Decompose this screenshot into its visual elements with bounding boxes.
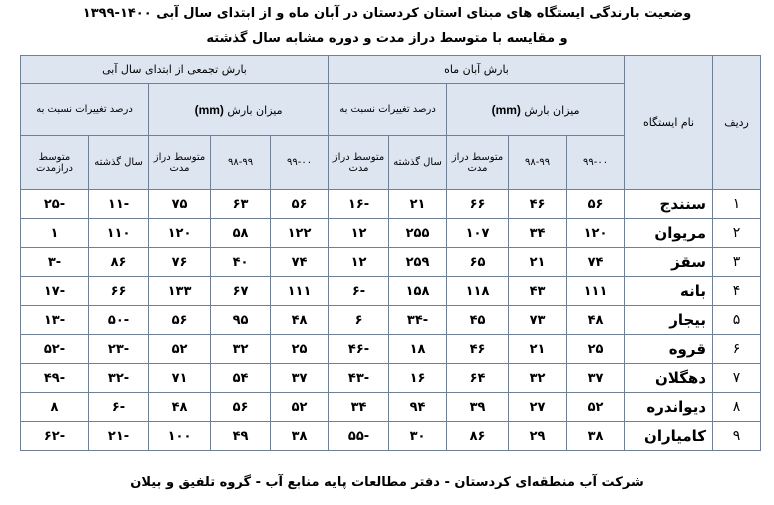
cell-a2: ۲۱: [509, 335, 567, 364]
header-cum-98-99: ۹۸-۹۹: [211, 136, 271, 190]
station-name: مریوان: [625, 219, 713, 248]
cell-c2: ۹۵: [211, 306, 271, 335]
cell-c3: ۱۲۰: [149, 219, 211, 248]
cell-c2: ۵۴: [211, 364, 271, 393]
cell-c3: ۵۲: [149, 335, 211, 364]
cell-c2: ۴۰: [211, 248, 271, 277]
cell-c4: -۲۱: [89, 422, 149, 451]
cell-c4: ۱۱۰: [89, 219, 149, 248]
report-title: وضعیت بارندگی ایستگاه های مبنای استان کردستان در آبان ماه و از ابتدای سال آبی ۱۴۰۰-۱۳۹۹: [82, 6, 692, 21]
cell-c4: -۲۳: [89, 335, 149, 364]
cell-a1: ۴۸: [567, 306, 625, 335]
cell-a3: ۱۱۸: [447, 277, 509, 306]
header-cum-amount: [149, 84, 329, 136]
cell-a2: ۴۶: [509, 190, 567, 219]
cell-c3: ۷۵: [149, 190, 211, 219]
cell-a4: ۱۵۸: [389, 277, 447, 306]
cell-a3: ۳۹: [447, 393, 509, 422]
cell-c4: -۱۱: [89, 190, 149, 219]
header-aban-amount: [447, 84, 625, 136]
table-row: [21, 219, 761, 248]
footer-source: شرکت آب منطقه‌ای کردستان - دفتر مطالعات پایه منابع آب - گروه تلفیق و بیلان: [130, 475, 644, 490]
row-number: ۳: [713, 248, 761, 277]
cell-c5: ۱: [21, 219, 89, 248]
station-name: سنندج: [625, 190, 713, 219]
cell-a2: ۷۳: [509, 306, 567, 335]
cell-a4: -۳۴: [389, 306, 447, 335]
cell-a1: ۱۱۱: [567, 277, 625, 306]
row-number: ۷: [713, 364, 761, 393]
station-name: بیجار: [625, 306, 713, 335]
cell-c1: ۱۱۱: [271, 277, 329, 306]
cell-a3: ۸۶: [447, 422, 509, 451]
cell-a5: ۱۲: [329, 219, 389, 248]
cell-c5: -۶۲: [21, 422, 89, 451]
header-row-number: ردیف: [713, 56, 761, 190]
row-number: ۴: [713, 277, 761, 306]
cell-c4: -۳۲: [89, 364, 149, 393]
cell-a1: ۵۶: [567, 190, 625, 219]
cell-c3: ۵۶: [149, 306, 211, 335]
cell-c1: ۳۸: [271, 422, 329, 451]
cell-c3: ۷۱: [149, 364, 211, 393]
cell-a2: ۳۴: [509, 219, 567, 248]
header-station: نام ایستگاه: [625, 56, 713, 190]
cell-a4: ۲۵۵: [389, 219, 447, 248]
cell-a4: ۱۶: [389, 364, 447, 393]
report-subtitle: و مقایسه با متوسط دراز مدت و دوره مشابه سال گذشته: [206, 31, 568, 46]
cell-c5: -۳: [21, 248, 89, 277]
row-number: ۵: [713, 306, 761, 335]
cell-c1: ۴۸: [271, 306, 329, 335]
cell-c5: -۱۳: [21, 306, 89, 335]
cell-c2: ۵۸: [211, 219, 271, 248]
header-aban-longterm-pct: متوسط دراز مدت: [329, 136, 389, 190]
cell-a3: ۱۰۷: [447, 219, 509, 248]
station-name: سقز: [625, 248, 713, 277]
header-aban-rainfall: بارش آبان ماه: [329, 56, 625, 84]
cell-c3: ۱۳۳: [149, 277, 211, 306]
row-number: ۶: [713, 335, 761, 364]
amount-label: میزان بارش: [227, 103, 283, 117]
cell-c4: ۶۶: [89, 277, 149, 306]
table-row: [21, 364, 761, 393]
header-aban-lastyear: سال گذشته: [389, 136, 447, 190]
header-cum-99-00: ۹۹-۰۰: [271, 136, 329, 190]
header-cum-change: درصد تغییرات نسبت به: [21, 84, 149, 136]
cell-c1: ۷۴: [271, 248, 329, 277]
table-row: [21, 277, 761, 306]
cell-a5: ۶: [329, 306, 389, 335]
cell-c3: ۱۰۰: [149, 422, 211, 451]
cell-c2: ۳۲: [211, 335, 271, 364]
cell-a1: ۵۲: [567, 393, 625, 422]
table-row: [21, 248, 761, 277]
row-number: ۱: [713, 190, 761, 219]
unit-label: (mm): [491, 102, 521, 117]
cell-c5: -۲۵: [21, 190, 89, 219]
cell-c2: ۶۷: [211, 277, 271, 306]
cell-c1: ۲۵: [271, 335, 329, 364]
cell-c4: -۶: [89, 393, 149, 422]
cell-a3: ۶۶: [447, 190, 509, 219]
station-name: کامیاران: [625, 422, 713, 451]
header-cum-longterm: متوسط دراز مدت: [149, 136, 211, 190]
cell-c2: ۴۹: [211, 422, 271, 451]
table-row: [21, 422, 761, 451]
cell-c4: ۸۶: [89, 248, 149, 277]
cell-c1: ۳۷: [271, 364, 329, 393]
cell-a5: ۱۲: [329, 248, 389, 277]
cell-a1: ۱۲۰: [567, 219, 625, 248]
cell-a3: ۴۶: [447, 335, 509, 364]
cell-a4: ۹۴: [389, 393, 447, 422]
cell-a5: -۴۳: [329, 364, 389, 393]
cell-a5: -۱۶: [329, 190, 389, 219]
table-row: [21, 393, 761, 422]
cell-a3: ۶۴: [447, 364, 509, 393]
table-row: [21, 335, 761, 364]
cell-c2: ۵۶: [211, 393, 271, 422]
cell-a4: ۱۸: [389, 335, 447, 364]
header-aban-99-00: ۹۹-۰۰: [567, 136, 625, 190]
cell-c5: -۴۹: [21, 364, 89, 393]
cell-c3: ۷۶: [149, 248, 211, 277]
cell-a4: ۲۵۹: [389, 248, 447, 277]
header-aban-change: درصد تغییرات نسبت به: [329, 84, 447, 136]
cell-c5: -۱۷: [21, 277, 89, 306]
cell-a5: ۳۴: [329, 393, 389, 422]
station-name: دهگلان: [625, 364, 713, 393]
cell-a2: ۲۱: [509, 248, 567, 277]
header-cum-lastyear: سال گذشته: [89, 136, 149, 190]
station-name: قروه: [625, 335, 713, 364]
cell-c2: ۶۳: [211, 190, 271, 219]
cell-a4: ۳۰: [389, 422, 447, 451]
table-row: [21, 306, 761, 335]
cell-c4: -۵۰: [89, 306, 149, 335]
table-row: [21, 190, 761, 219]
cell-c5: ۸: [21, 393, 89, 422]
cell-a5: -۵۵: [329, 422, 389, 451]
cell-c5: -۵۲: [21, 335, 89, 364]
cell-a2: ۲۷: [509, 393, 567, 422]
row-number: ۲: [713, 219, 761, 248]
cell-c3: ۴۸: [149, 393, 211, 422]
station-name: دیواندره: [625, 393, 713, 422]
row-number: ۸: [713, 393, 761, 422]
cell-c1: ۵۲: [271, 393, 329, 422]
station-name: بانه: [625, 277, 713, 306]
cell-a1: ۳۷: [567, 364, 625, 393]
header-aban-98-99: ۹۸-۹۹: [509, 136, 567, 190]
header-aban-longterm: متوسط دراز مدت: [447, 136, 509, 190]
cell-a3: ۴۵: [447, 306, 509, 335]
cell-a5: -۶: [329, 277, 389, 306]
cell-a5: -۴۶: [329, 335, 389, 364]
cell-a2: ۴۳: [509, 277, 567, 306]
cell-a2: ۳۲: [509, 364, 567, 393]
cell-a1: ۳۸: [567, 422, 625, 451]
row-number: ۹: [713, 422, 761, 451]
header-cum-longterm-pct: متوسط درازمدت: [21, 136, 89, 190]
cell-c1: ۱۲۲: [271, 219, 329, 248]
cell-a1: ۲۵: [567, 335, 625, 364]
cell-a4: ۲۱: [389, 190, 447, 219]
header-cumulative-rainfall: بارش تجمعی از ابتدای سال آبی: [21, 56, 329, 84]
rainfall-table: [20, 55, 761, 451]
cell-c1: ۵۶: [271, 190, 329, 219]
cell-a2: ۲۹: [509, 422, 567, 451]
cell-a1: ۷۴: [567, 248, 625, 277]
unit-label: (mm): [194, 102, 224, 117]
cell-a3: ۶۵: [447, 248, 509, 277]
amount-label: میزان بارش: [524, 103, 580, 117]
